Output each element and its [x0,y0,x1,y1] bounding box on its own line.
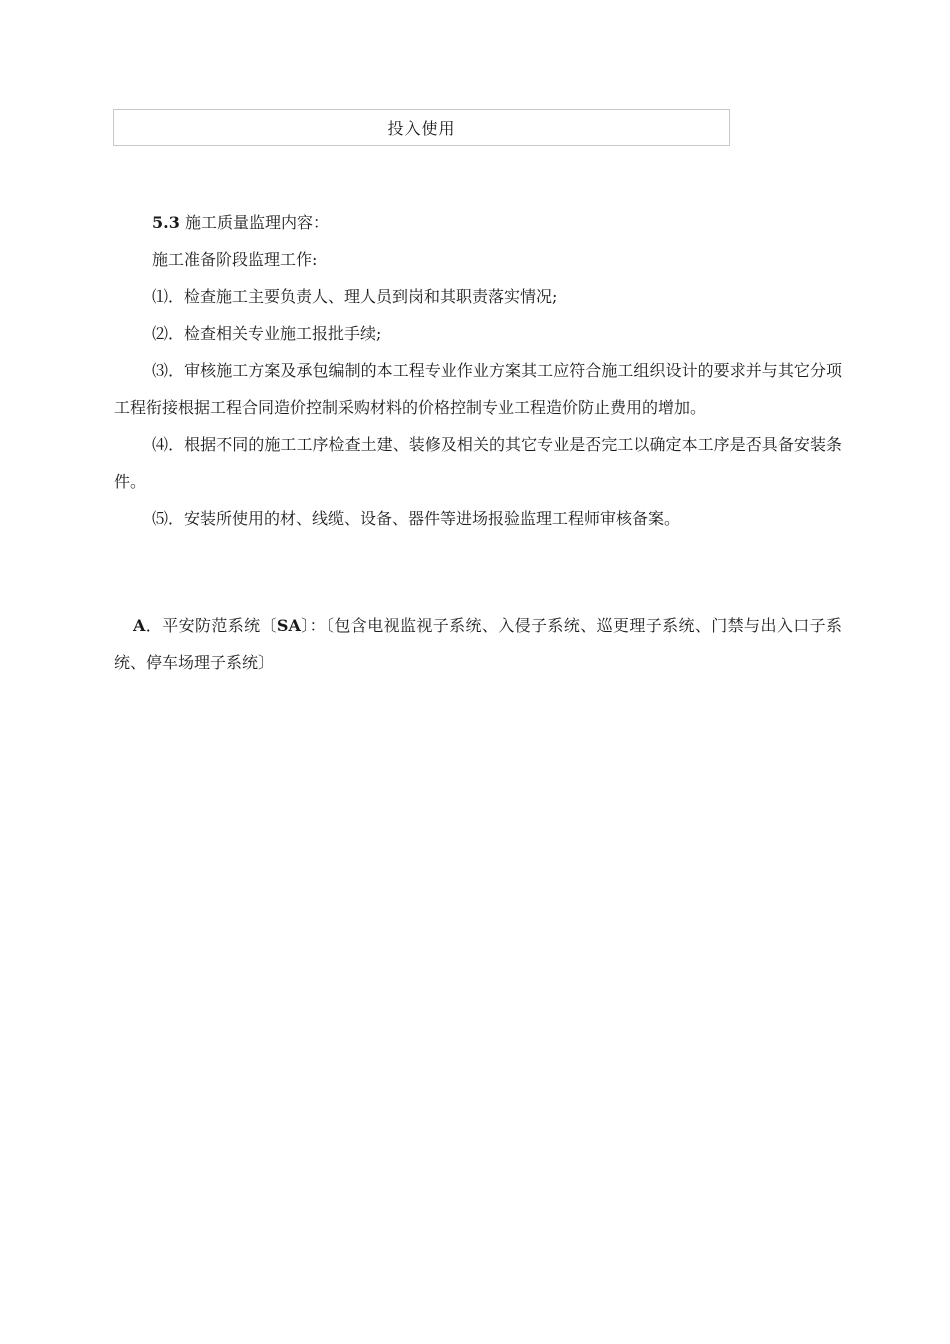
document-body [114,204,842,681]
list-item-text: ．审核施工方案及承包编制的本工程专业作业方案其工应符合施工组织设计的要求并与其它分项工程衔接根据工程合同造价控制采购材料的价格控制专业工程造价防止费用的增加。 [114,361,842,417]
list-item-text: ．安装所使用的材、线缆、设备、器件等进场报验监理工程师审核备案。 [168,509,681,528]
list-item [114,315,842,352]
list-item [114,352,842,426]
list-item [114,278,842,315]
section-a-title-prefix: ．平安防范系统〔 [145,616,277,635]
section-title: 施工质量监理内容： [184,213,329,232]
prep-stage-title: 施工准备阶段监理工作: [152,250,318,269]
list-item-text: ．根据不同的施工工序检查土建、装修及相关的其它专业是否完工以确定本工序是否具备安装条件。 [114,435,842,491]
table-cell [113,109,730,146]
list-item-text: ．检查施工主要负责人、理人员到岗和其职责落实情况; [168,287,558,306]
list-item-marker: ⑴ [152,287,169,306]
subsection-heading [114,241,842,278]
list-item [114,426,842,500]
list-item [114,500,842,537]
spacer [114,537,842,607]
list-item-marker: ⑸ [152,509,169,528]
section-heading [114,204,842,241]
list-item-marker: ⑶ [152,361,169,380]
list-item-marker: ⑵ [152,324,169,343]
list-item-text: ．检查相关专业施工报批手续; [168,324,382,343]
section-a-letter: A [133,616,146,635]
section-a-title-suffix: 〕：〔包含电视监视子系统、入侵子系统、巡更理子系统、门禁与出入口子系统、停车场理子系统〕 [114,616,842,672]
section-number: 5.3 [152,213,180,232]
section-a-code: SA [276,616,301,635]
table-cell-text: 投入使用 [387,119,456,138]
list-item-marker: ⑷ [152,435,169,454]
section-a-paragraph [114,607,842,681]
